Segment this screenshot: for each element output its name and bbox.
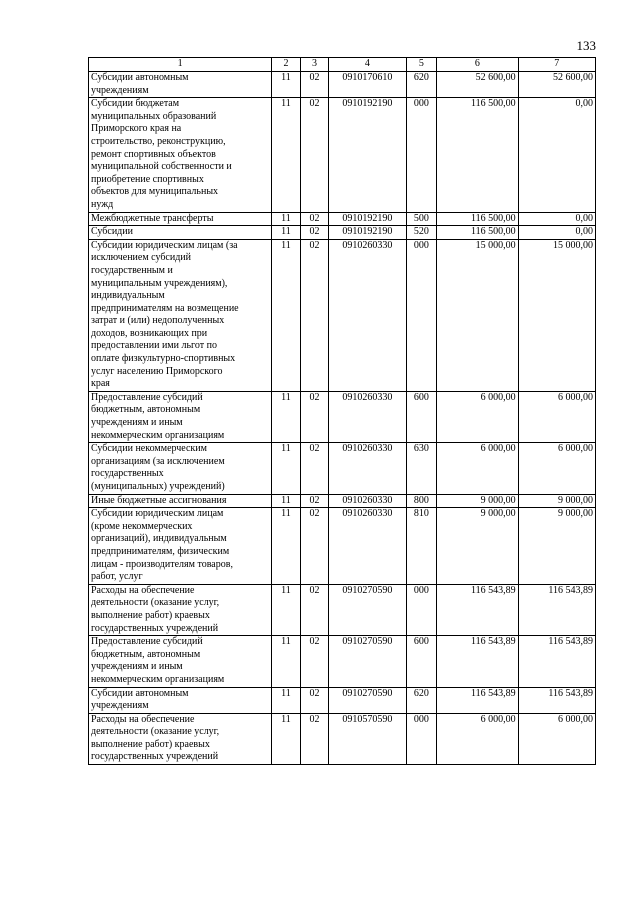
amount-col6: 6 000,00 bbox=[437, 713, 518, 764]
amount-col7: 0,00 bbox=[518, 226, 595, 240]
section-code: 11 bbox=[272, 391, 301, 442]
table-row bbox=[89, 584, 596, 635]
target-article-code: 0910260330 bbox=[329, 508, 406, 585]
expense-type-code: 520 bbox=[406, 226, 437, 240]
subsection-code: 02 bbox=[300, 98, 329, 212]
amount-col7: 52 600,00 bbox=[518, 72, 595, 98]
section-code: 11 bbox=[272, 226, 301, 240]
expense-name: Субсидии автономным учреждениям bbox=[89, 687, 272, 713]
amount-col6: 9 000,00 bbox=[437, 508, 518, 585]
expense-name: Субсидии юридическим лицам (за исключением субсидий государственным и муниципальным учреждениям), индивидуальным предпринимателям на возмещение затрат и (или) недополученных доходов, возникающих при предоставлении ими льгот по оплате физкультурно-спортивных услуг населению Приморского края bbox=[89, 239, 272, 391]
expense-type-code: 620 bbox=[406, 72, 437, 98]
section-code: 11 bbox=[272, 508, 301, 585]
table-row bbox=[89, 443, 596, 494]
amount-col6: 116 543,89 bbox=[437, 636, 518, 687]
expense-type-code: 630 bbox=[406, 443, 437, 494]
table-row bbox=[89, 494, 596, 508]
budget-table bbox=[88, 57, 596, 765]
expense-type-code: 600 bbox=[406, 391, 437, 442]
table-row bbox=[89, 508, 596, 585]
section-code: 11 bbox=[272, 98, 301, 212]
table-row bbox=[89, 239, 596, 391]
subsection-code: 02 bbox=[300, 494, 329, 508]
expense-type-code: 000 bbox=[406, 584, 437, 635]
subsection-code: 02 bbox=[300, 212, 329, 226]
target-article-code: 0910170610 bbox=[329, 72, 406, 98]
expense-name: Межбюджетные трансферты bbox=[89, 212, 272, 226]
section-code: 11 bbox=[272, 494, 301, 508]
table-row bbox=[89, 212, 596, 226]
expense-type-code: 620 bbox=[406, 687, 437, 713]
table-row bbox=[89, 98, 596, 212]
amount-col6: 116 543,89 bbox=[437, 584, 518, 635]
amount-col7: 116 543,89 bbox=[518, 687, 595, 713]
table-row bbox=[89, 72, 596, 98]
expense-type-code: 810 bbox=[406, 508, 437, 585]
table-row bbox=[89, 636, 596, 687]
subsection-code: 02 bbox=[300, 584, 329, 635]
expense-type-code: 600 bbox=[406, 636, 437, 687]
section-code: 11 bbox=[272, 713, 301, 764]
amount-col7: 116 543,89 bbox=[518, 636, 595, 687]
expense-name: Субсидии bbox=[89, 226, 272, 240]
expense-type-code: 800 bbox=[406, 494, 437, 508]
column-header: 3 bbox=[300, 58, 329, 72]
target-article-code: 0910192190 bbox=[329, 226, 406, 240]
target-article-code: 0910260330 bbox=[329, 239, 406, 391]
amount-col7: 6 000,00 bbox=[518, 391, 595, 442]
section-code: 11 bbox=[272, 687, 301, 713]
amount-col6: 116 500,00 bbox=[437, 212, 518, 226]
amount-col6: 116 543,89 bbox=[437, 687, 518, 713]
table-row bbox=[89, 687, 596, 713]
column-header: 4 bbox=[329, 58, 406, 72]
expense-name: Предоставление субсидий бюджетным, автономным учреждениям и иным некоммерческим организациям bbox=[89, 636, 272, 687]
target-article-code: 0910260330 bbox=[329, 443, 406, 494]
amount-col6: 116 500,00 bbox=[437, 98, 518, 212]
column-header: 1 bbox=[89, 58, 272, 72]
target-article-code: 0910192190 bbox=[329, 212, 406, 226]
section-code: 11 bbox=[272, 443, 301, 494]
amount-col7: 9 000,00 bbox=[518, 494, 595, 508]
subsection-code: 02 bbox=[300, 72, 329, 98]
expense-type-code: 000 bbox=[406, 239, 437, 391]
target-article-code: 0910270590 bbox=[329, 584, 406, 635]
amount-col7: 0,00 bbox=[518, 212, 595, 226]
expense-name: Субсидии автономным учреждениям bbox=[89, 72, 272, 98]
amount-col7: 116 543,89 bbox=[518, 584, 595, 635]
column-header: 5 bbox=[406, 58, 437, 72]
subsection-code: 02 bbox=[300, 508, 329, 585]
expense-type-code: 500 bbox=[406, 212, 437, 226]
section-code: 11 bbox=[272, 584, 301, 635]
amount-col6: 6 000,00 bbox=[437, 443, 518, 494]
expense-name: Субсидии бюджетам муниципальных образований Приморского края на строительство, реконструкцию, ремонт спортивных объектов муниципальной собственности и приобретение спортивных объектов для муниципальных нужд bbox=[89, 98, 272, 212]
table-header-row bbox=[89, 58, 596, 72]
target-article-code: 0910192190 bbox=[329, 98, 406, 212]
expense-name: Расходы на обеспечение деятельности (оказание услуг, выполнение работ) краевых государственных учреждений bbox=[89, 584, 272, 635]
expense-name: Расходы на обеспечение деятельности (оказание услуг, выполнение работ) краевых государственных учреждений bbox=[89, 713, 272, 764]
subsection-code: 02 bbox=[300, 443, 329, 494]
section-code: 11 bbox=[272, 72, 301, 98]
column-header: 6 bbox=[437, 58, 518, 72]
expense-name: Иные бюджетные ассигнования bbox=[89, 494, 272, 508]
expense-name: Субсидии некоммерческим организациям (за исключением государственных (муниципальных) учреждений) bbox=[89, 443, 272, 494]
table-row bbox=[89, 713, 596, 764]
subsection-code: 02 bbox=[300, 636, 329, 687]
amount-col6: 6 000,00 bbox=[437, 391, 518, 442]
amount-col6: 15 000,00 bbox=[437, 239, 518, 391]
page-number: 133 bbox=[576, 38, 596, 53]
section-code: 11 bbox=[272, 212, 301, 226]
expense-type-code: 000 bbox=[406, 713, 437, 764]
amount-col7: 15 000,00 bbox=[518, 239, 595, 391]
amount-col7: 6 000,00 bbox=[518, 443, 595, 494]
target-article-code: 0910260330 bbox=[329, 391, 406, 442]
target-article-code: 0910270590 bbox=[329, 636, 406, 687]
subsection-code: 02 bbox=[300, 226, 329, 240]
subsection-code: 02 bbox=[300, 687, 329, 713]
section-code: 11 bbox=[272, 239, 301, 391]
amount-col6: 116 500,00 bbox=[437, 226, 518, 240]
amount-col6: 9 000,00 bbox=[437, 494, 518, 508]
amount-col7: 9 000,00 bbox=[518, 508, 595, 585]
target-article-code: 0910260330 bbox=[329, 494, 406, 508]
expense-type-code: 000 bbox=[406, 98, 437, 212]
amount-col7: 0,00 bbox=[518, 98, 595, 212]
subsection-code: 02 bbox=[300, 391, 329, 442]
table-row bbox=[89, 391, 596, 442]
subsection-code: 02 bbox=[300, 239, 329, 391]
expense-name: Предоставление субсидий бюджетным, автономным учреждениям и иным некоммерческим организациям bbox=[89, 391, 272, 442]
target-article-code: 0910570590 bbox=[329, 713, 406, 764]
amount-col7: 6 000,00 bbox=[518, 713, 595, 764]
table-row bbox=[89, 226, 596, 240]
amount-col6: 52 600,00 bbox=[437, 72, 518, 98]
subsection-code: 02 bbox=[300, 713, 329, 764]
column-header: 7 bbox=[518, 58, 595, 72]
column-header: 2 bbox=[272, 58, 301, 72]
expense-name: Субсидии юридическим лицам (кроме некоммерческих организаций), индивидуальным предпринимателям, физическим лицам - производителям товаров, работ, услуг bbox=[89, 508, 272, 585]
target-article-code: 0910270590 bbox=[329, 687, 406, 713]
section-code: 11 bbox=[272, 636, 301, 687]
